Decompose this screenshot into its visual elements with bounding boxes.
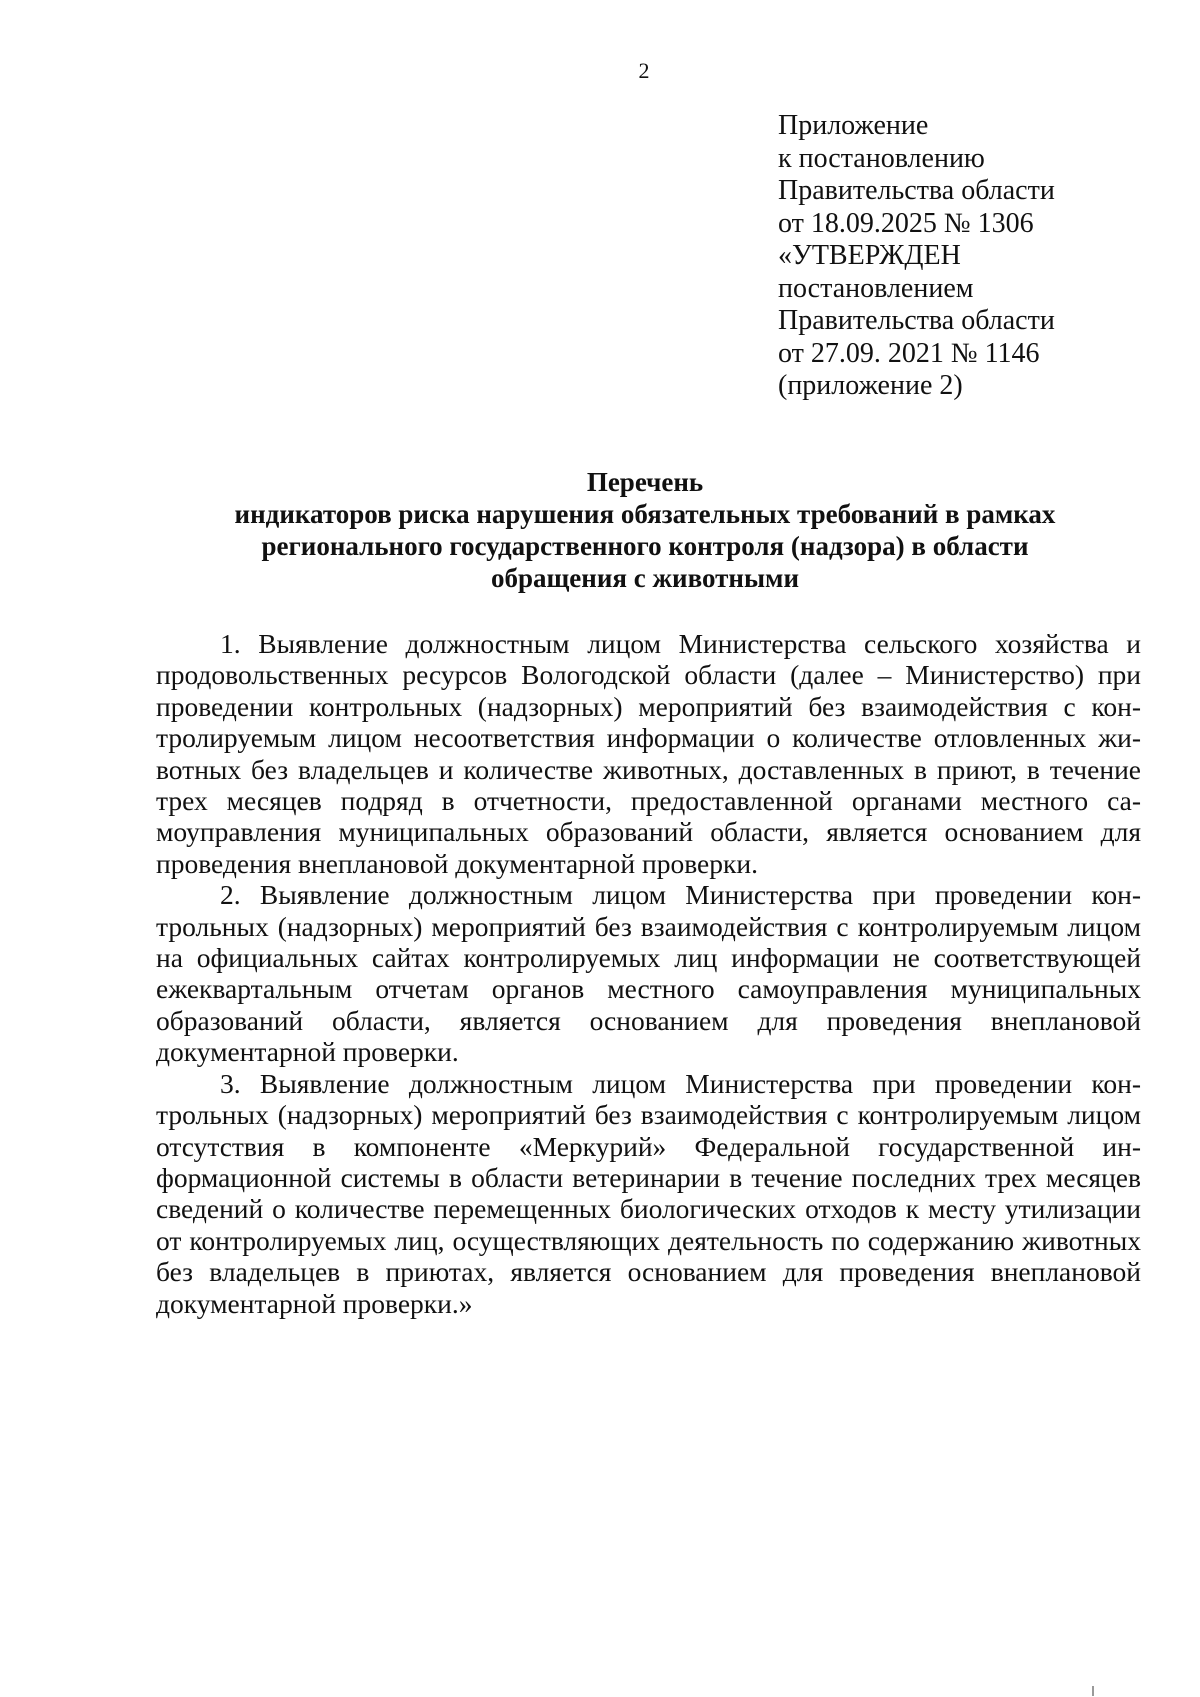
appendix-line: Правительства области <box>778 305 1055 336</box>
heading-title: Перечень <box>586 467 704 497</box>
appendix-line: «УТВЕРЖДЕН <box>778 240 961 271</box>
appendix-line: постановлением <box>778 272 974 304</box>
appendix-block <box>778 110 1178 403</box>
document-heading <box>150 466 1140 594</box>
scan-artifact <box>1092 1686 1094 1696</box>
heading-line: регионального государственного контроля (надзора) в области <box>261 531 1029 561</box>
heading-line: индикаторов риска нарушения обязательных требований в рамках <box>234 499 1056 529</box>
document-body <box>156 628 1141 1319</box>
appendix-line: от 18.09.2025 № 1306 <box>778 207 1034 239</box>
appendix-line: Правительства области <box>778 175 1055 206</box>
page-number: 2 <box>638 58 650 83</box>
appendix-line: Приложение <box>778 110 929 141</box>
appendix-line: (приложение 2) <box>778 370 963 401</box>
appendix-line: от 27.09. 2021 № 1146 <box>778 337 1040 369</box>
paragraph-3: 3. Выявление должностным лицом Министерства при проведении контрольных (надзорных) мероприятий без взаимодействия с контролируемым лицом отсутствия в компоненте «Меркурий» Федеральной государственной информационной системы в области ветеринарии в течение последних трех месяцев сведений о количестве перемещенных биологических отходов к месту утилизации от контролируемых лиц, осуществляющих деятельность по содержанию животных без владельцев в приютах, является основанием для проведения внеплановой документарной проверки.» <box>156 1067 1141 1319</box>
paragraph-1: 1. Выявление должностным лицом Министерства сельского хозяйства и продовольственных ресурсов Вологодской области (далее – Министерство) при проведении контрольных (надзорных) мероприятий без взаимодействия с контролируемым лицом несоответствия информации о количестве отловленных животных без владельцев и количестве животных, доставленных в приют, в течение трех месяцев подряд в отчетности, предоставленной органами местного самоуправления муниципальных образований области, является основанием для проведения внеплановой документарной проверки. <box>156 628 1141 879</box>
paragraph-2: 2. Выявление должностным лицом Министерства при проведении контрольных (надзорных) мероприятий без взаимодействия с контролируемым лицом на официальных сайтах контролируемых лиц информации не соответствующей ежеквартальным отчетам органов местного самоуправления муниципальных образований области, является основанием для проведения внеплановой документарной проверки. <box>156 879 1141 1068</box>
heading-line: обращения с животными <box>490 563 800 593</box>
appendix-line: к постановлению <box>778 142 985 174</box>
